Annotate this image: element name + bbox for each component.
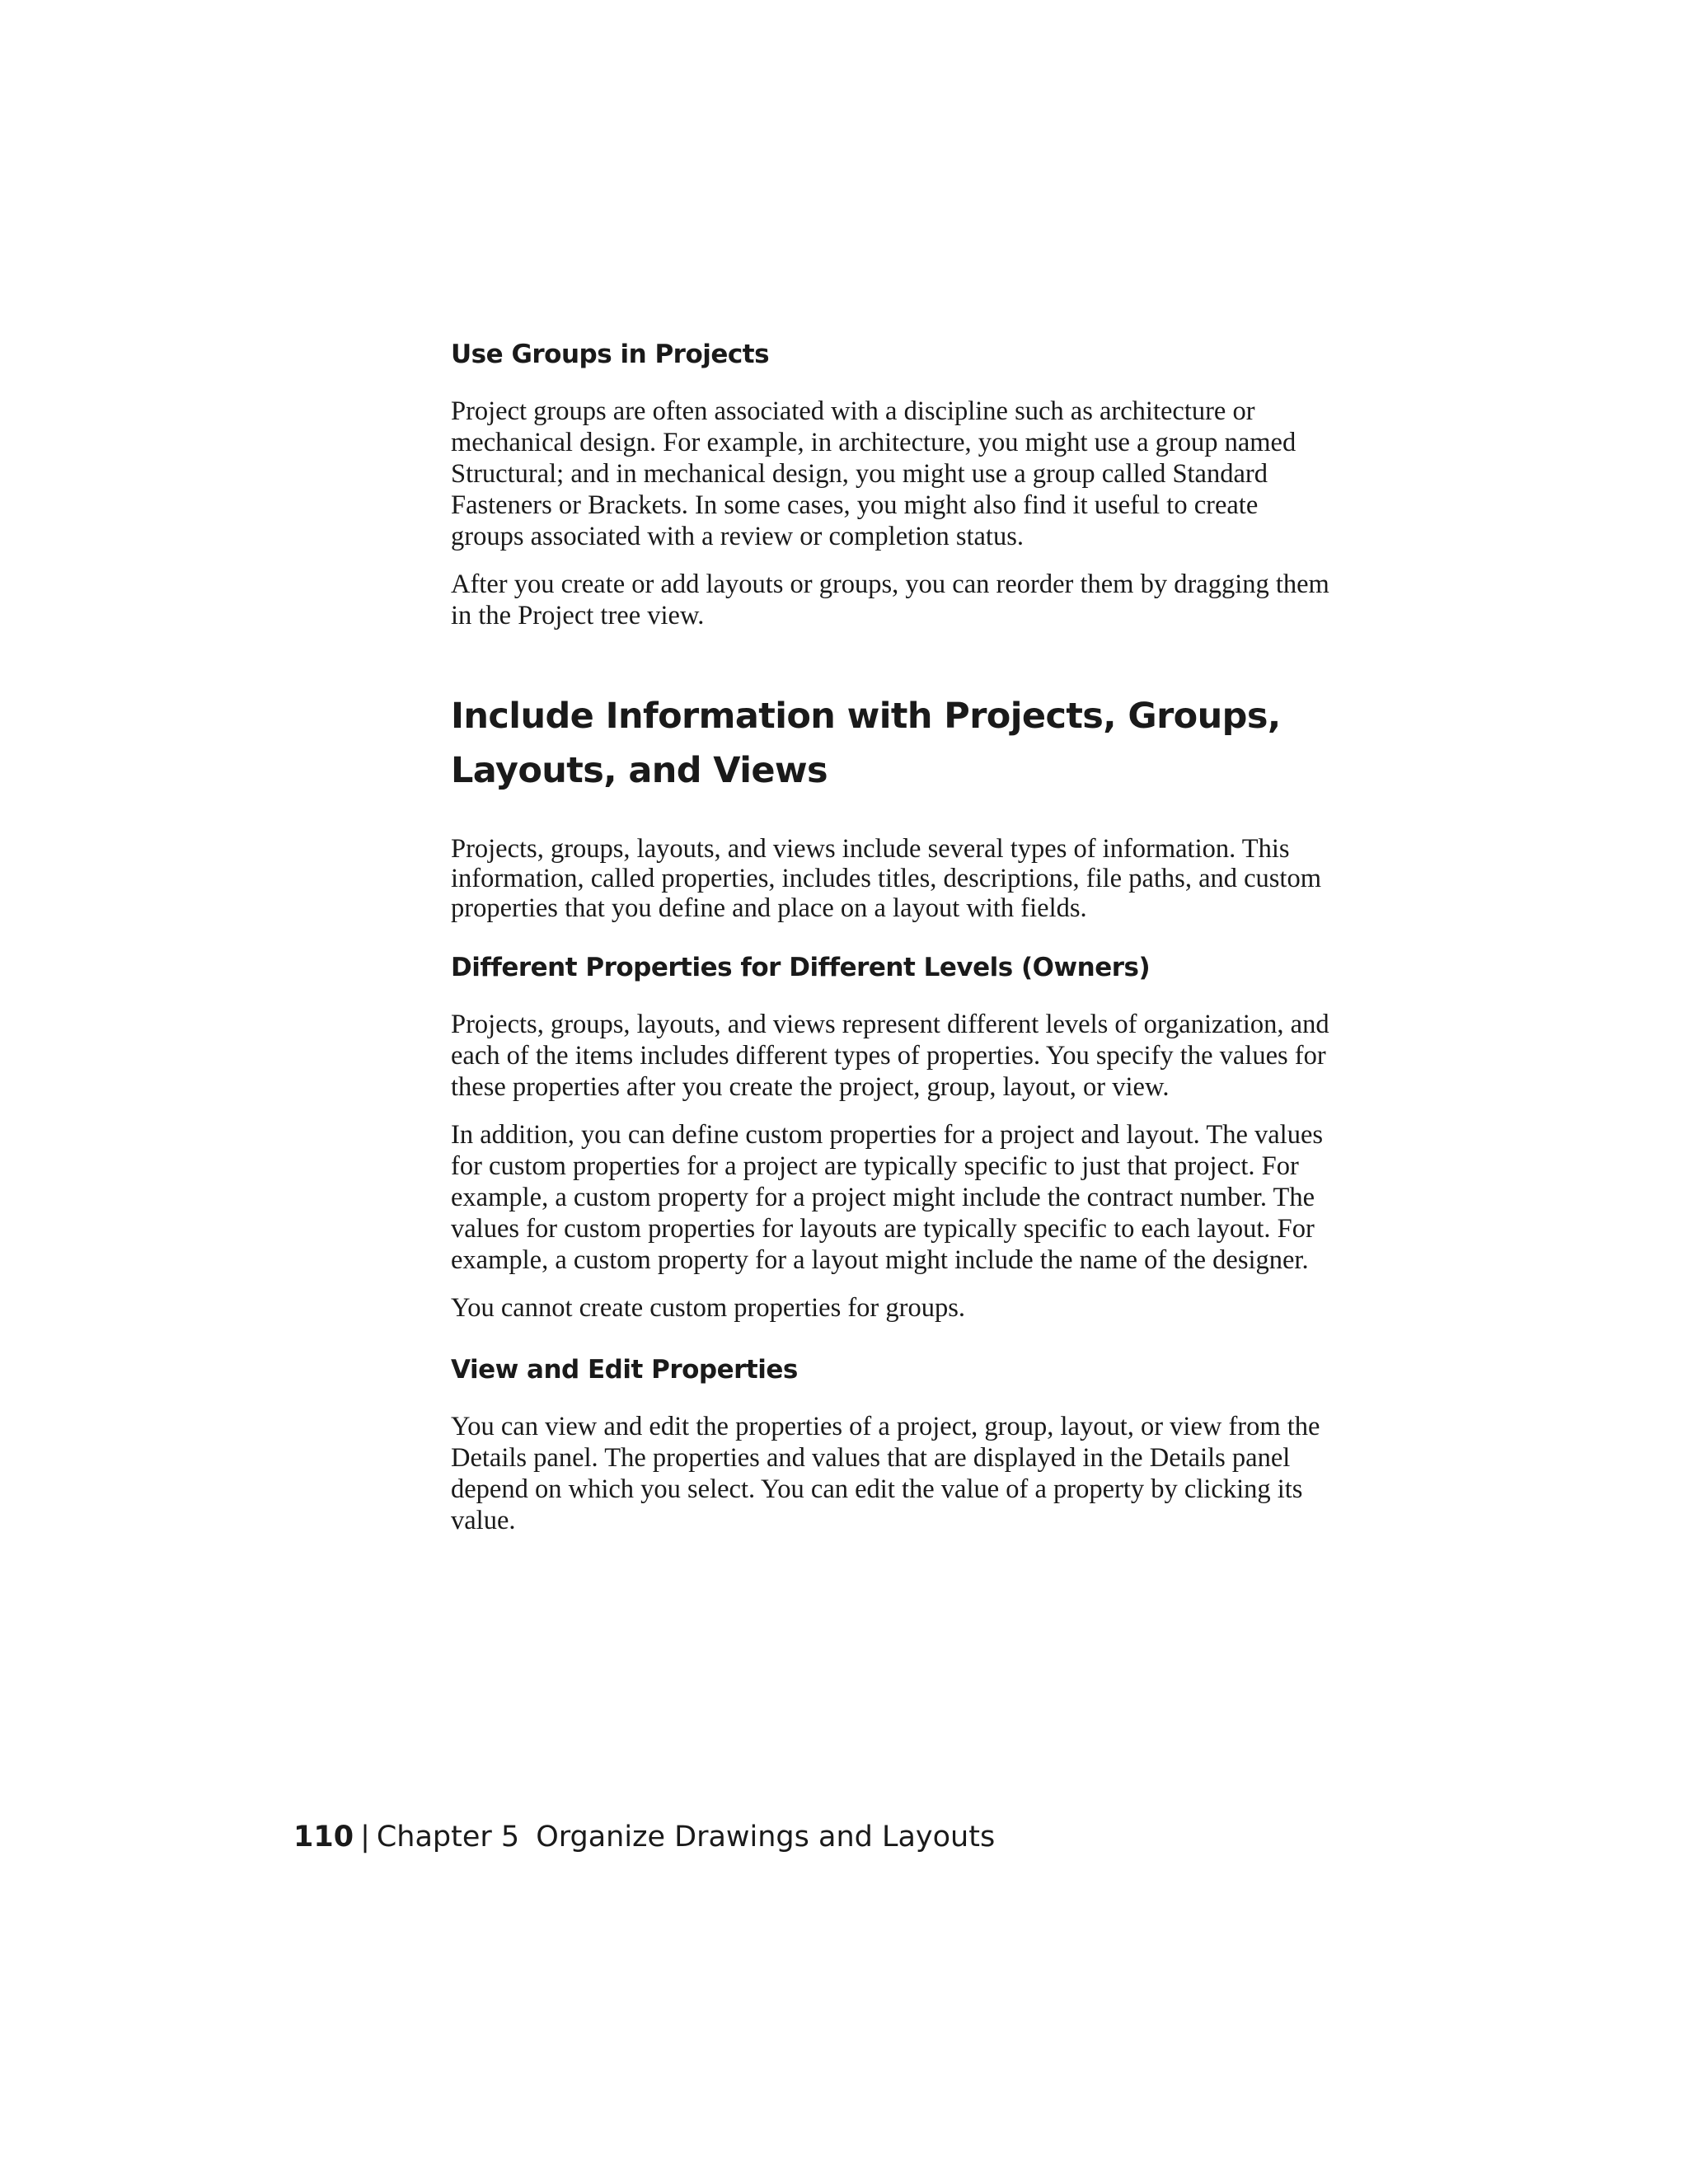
paragraph: You cannot create custom properties for groups.	[451, 1293, 965, 1323]
section-heading-include-information: Include Information with Projects, Groups, Layouts, and Views	[451, 696, 1281, 791]
chapter-title: Organize Drawings and Layouts	[536, 1821, 996, 1854]
footer-separator: |	[360, 1821, 370, 1854]
section-heading-different-properties: Different Properties for Different Levels (Owners)	[451, 953, 1151, 982]
page-number: 110	[293, 1821, 354, 1854]
paragraph: Projects, groups, layouts, and views represent different levels of organization, and each of the items includes different types of properties. You specify the values for these properties after you create the project, group, layout, or view.	[451, 1010, 1329, 1102]
page-body	[451, 338, 1333, 1536]
paragraph: In addition, you can define custom properties for a project and layout. The values for custom properties for a project are typically specific to just that project. For example, a custom property for a project might include the contract number. The values for custom properties for layouts are typically specific to each layout. For example, a custom property for a layout might include the name of the designer.	[451, 1120, 1324, 1275]
chapter-label: Chapter 5	[376, 1821, 520, 1854]
paragraph: Project groups are often associated with a discipline such as architecture or mechanical design. For example, in architecture, you might use a group named Structural; and in mechanical design, you might use a group called Standard Fasteners or Brackets. In some cases, you might also find it useful to create groups associated with a review or completion status.	[451, 396, 1296, 551]
paragraph: After you create or add layouts or groups, you can reorder them by dragging them in the Project tree view.	[451, 569, 1329, 630]
paragraph: You can view and edit the properties of a project, group, layout, or view from the Details panel. The properties and values that are displayed in the Details panel depend on which you select. You can edit the value of a property by clicking its value.	[451, 1412, 1320, 1535]
paragraph: Projects, groups, layouts, and views include several types of information. This information, called properties, includes titles, descriptions, file paths, and custom properties that you define and place on a layout with fields.	[451, 834, 1321, 923]
section-heading-use-groups: Use Groups in Projects	[451, 340, 770, 369]
section-heading-view-edit-properties: View and Edit Properties	[451, 1355, 798, 1385]
page-footer	[293, 1819, 995, 1855]
